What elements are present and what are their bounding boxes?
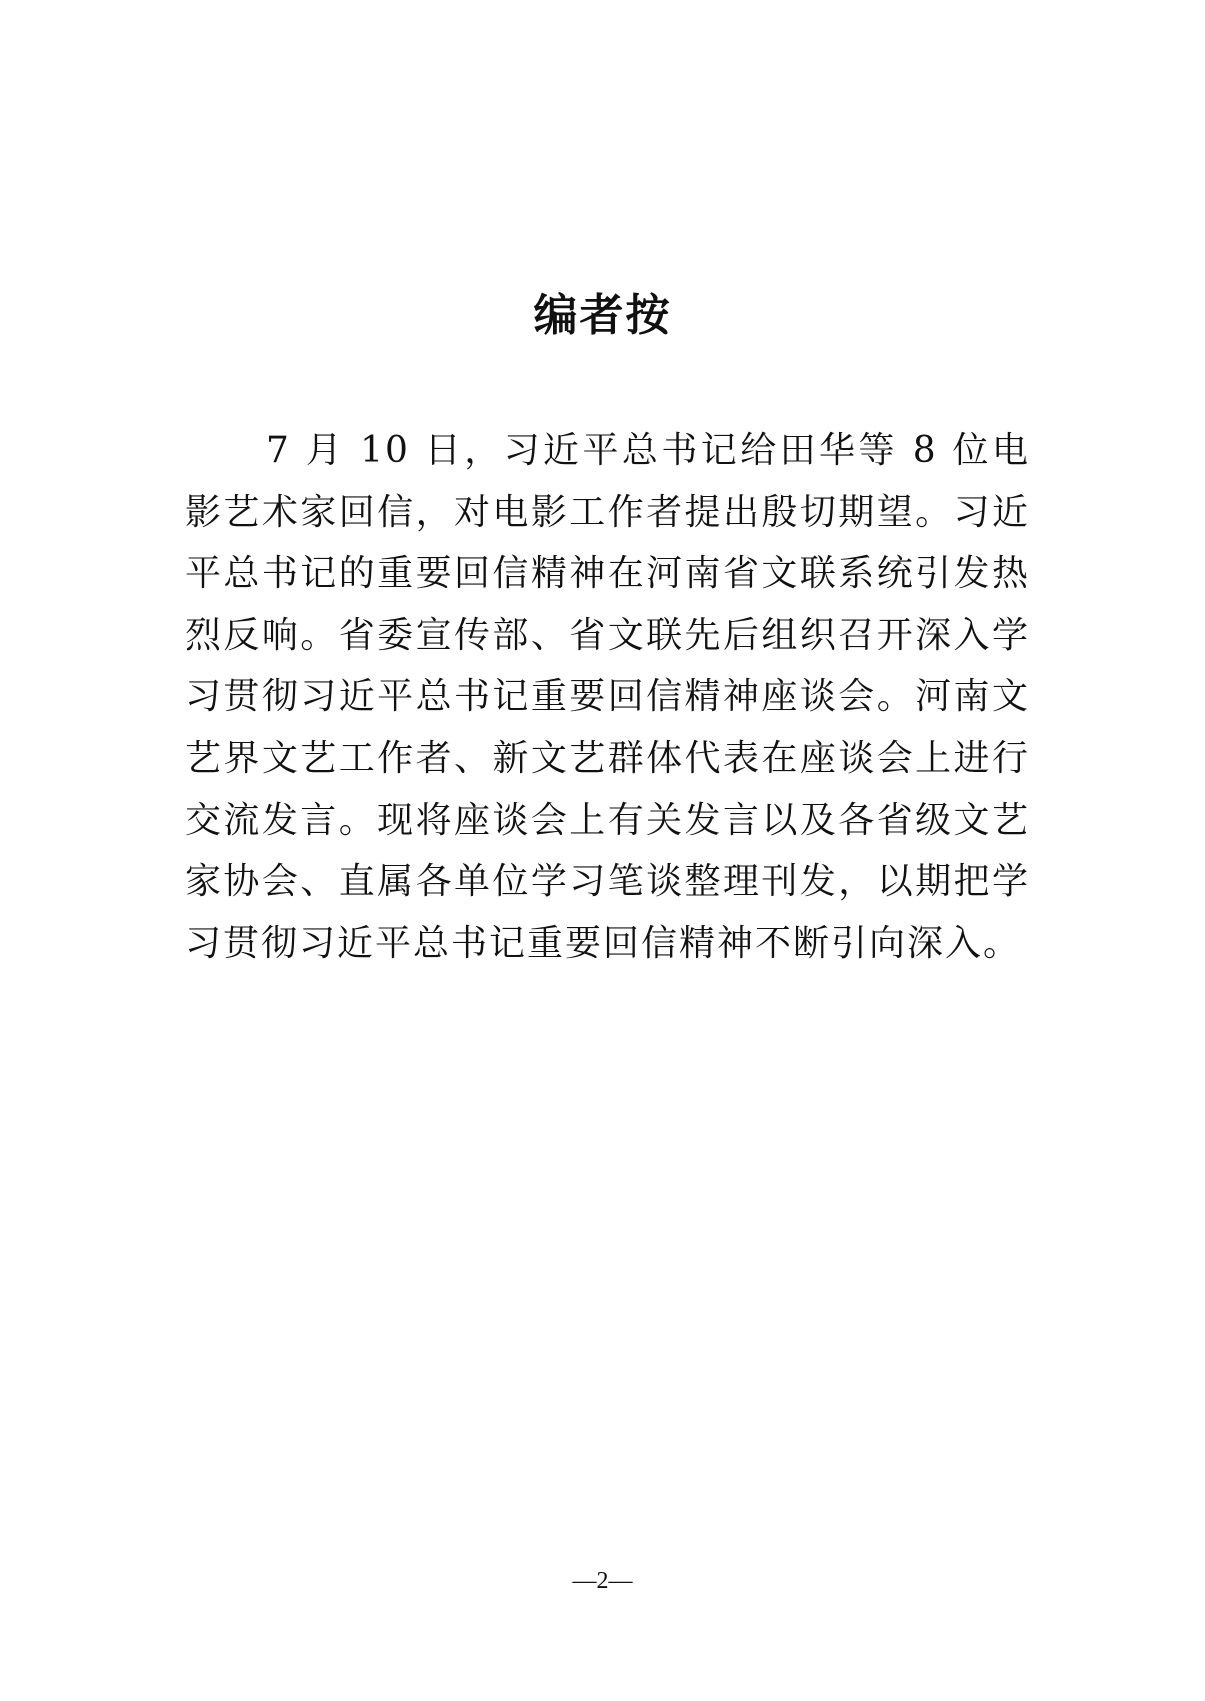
- page-title: 编者按: [533, 290, 672, 341]
- page-number: —2—: [572, 1568, 633, 1594]
- body-paragraph: 7 月 10 日，习近平总书记给田华等 8 位电影艺术家回信，对电影工作者提出殷切期望。习近平总书记的重要回信精神在河南省文联系统引发热烈反响。省委宣传部、省文联先后组织召开深入学习贯彻习近平总书记重要回信精神座谈会。河南文艺界文艺工作者、新文艺群体代表在座谈会上进行交流发言。现将座谈会上有关发言以及各省级文艺家协会、直属各单位学习笔谈整理刊发，以期把学习贯彻习近平总书记重要回信精神不断引向深入。: [185, 430, 1030, 964]
